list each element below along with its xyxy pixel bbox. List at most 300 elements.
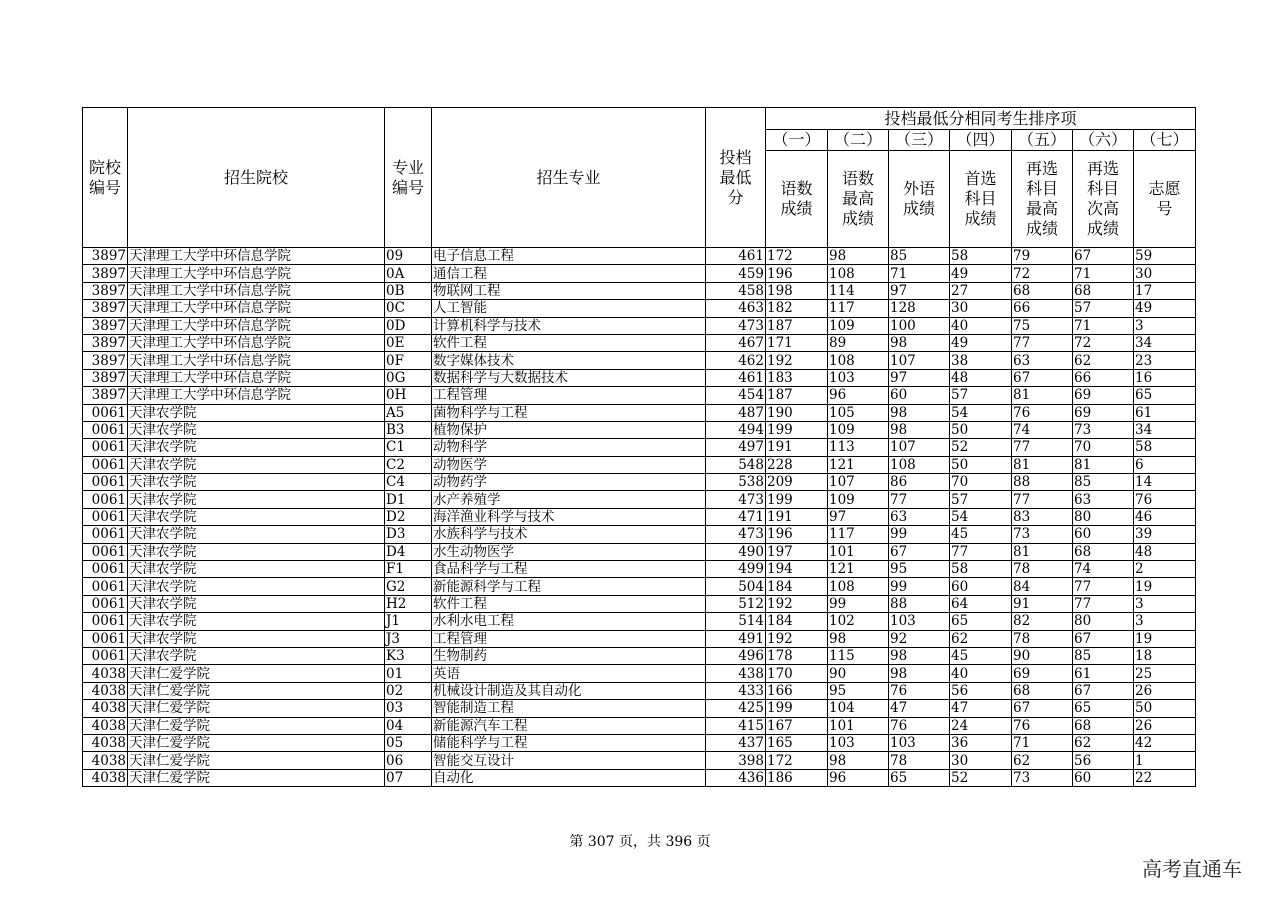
tiebreak-2-cell: 109 <box>828 491 889 508</box>
table-row <box>83 734 1196 751</box>
min-score-cell: 512 <box>706 595 766 612</box>
tiebreak-4-cell: 70 <box>950 474 1012 491</box>
header-tiebreak-order: （二） <box>828 130 889 151</box>
tiebreak-5-cell: 81 <box>1012 456 1073 473</box>
tiebreak-1-cell: 199 <box>766 700 828 717</box>
tiebreak-2-cell: 97 <box>828 508 889 525</box>
major-code-cell: 0F <box>385 352 432 369</box>
header-tiebreak-order: （七） <box>1134 130 1196 151</box>
tiebreak-5-cell: 62 <box>1012 752 1073 769</box>
tiebreak-4-cell: 48 <box>950 369 1012 386</box>
tiebreak-1-cell: 198 <box>766 282 828 299</box>
tiebreak-2-cell: 108 <box>828 265 889 282</box>
tiebreak-4-cell: 49 <box>950 334 1012 351</box>
tiebreak-6-cell: 77 <box>1073 578 1134 595</box>
major-code-cell: D1 <box>385 491 432 508</box>
tiebreak-4-cell: 45 <box>950 647 1012 664</box>
tiebreak-2-cell: 101 <box>828 543 889 560</box>
major-code-cell: C4 <box>385 474 432 491</box>
table-row <box>83 526 1196 543</box>
tiebreak-7-cell: 3 <box>1134 613 1196 630</box>
table-row <box>83 613 1196 630</box>
tiebreak-2-cell: 103 <box>828 369 889 386</box>
table-row <box>83 647 1196 664</box>
school-name-cell: 天津农学院 <box>128 543 385 560</box>
tiebreak-5-cell: 78 <box>1012 561 1073 578</box>
tiebreak-2-cell: 121 <box>828 456 889 473</box>
tiebreak-7-cell: 61 <box>1134 404 1196 421</box>
major-code-cell: 0E <box>385 334 432 351</box>
tiebreak-6-cell: 67 <box>1073 630 1134 647</box>
major-code-cell: G2 <box>385 578 432 595</box>
table-row <box>83 682 1196 699</box>
tiebreak-4-cell: 60 <box>950 578 1012 595</box>
major-name-cell: 自动化 <box>432 769 706 786</box>
major-code-cell: 04 <box>385 717 432 734</box>
school-name-cell: 天津农学院 <box>128 421 385 438</box>
tiebreak-4-cell: 49 <box>950 265 1012 282</box>
tiebreak-6-cell: 68 <box>1073 543 1134 560</box>
tiebreak-1-cell: 192 <box>766 630 828 647</box>
school-code-cell: 0061 <box>83 561 128 578</box>
table-row <box>83 630 1196 647</box>
tiebreak-3-cell: 78 <box>889 752 950 769</box>
tiebreak-4-cell: 40 <box>950 317 1012 334</box>
tiebreak-5-cell: 88 <box>1012 474 1073 491</box>
tiebreak-1-cell: 187 <box>766 387 828 404</box>
tiebreak-1-cell: 167 <box>766 717 828 734</box>
tiebreak-1-cell: 192 <box>766 352 828 369</box>
min-score-cell: 437 <box>706 734 766 751</box>
major-code-cell: C2 <box>385 456 432 473</box>
tiebreak-7-cell: 65 <box>1134 387 1196 404</box>
school-code-cell: 0061 <box>83 526 128 543</box>
school-name-cell: 天津农学院 <box>128 439 385 456</box>
tiebreak-5-cell: 81 <box>1012 543 1073 560</box>
tiebreak-2-cell: 99 <box>828 595 889 612</box>
tiebreak-6-cell: 60 <box>1073 769 1134 786</box>
major-code-cell: 0G <box>385 369 432 386</box>
tiebreak-6-cell: 85 <box>1073 474 1134 491</box>
tiebreak-2-cell: 107 <box>828 474 889 491</box>
tiebreak-4-cell: 64 <box>950 595 1012 612</box>
tiebreak-1-cell: 187 <box>766 317 828 334</box>
tiebreak-4-cell: 45 <box>950 526 1012 543</box>
major-code-cell: 09 <box>385 248 432 265</box>
tiebreak-6-cell: 68 <box>1073 717 1134 734</box>
tiebreak-3-cell: 77 <box>889 491 950 508</box>
tiebreak-4-cell: 38 <box>950 352 1012 369</box>
tiebreak-3-cell: 103 <box>889 613 950 630</box>
tiebreak-7-cell: 39 <box>1134 526 1196 543</box>
tiebreak-5-cell: 77 <box>1012 439 1073 456</box>
table-row <box>83 404 1196 421</box>
major-code-cell: J1 <box>385 613 432 630</box>
tiebreak-1-cell: 191 <box>766 439 828 456</box>
tiebreak-5-cell: 67 <box>1012 700 1073 717</box>
tiebreak-4-cell: 36 <box>950 734 1012 751</box>
school-code-cell: 4038 <box>83 752 128 769</box>
tiebreak-2-cell: 113 <box>828 439 889 456</box>
school-code-cell: 3897 <box>83 300 128 317</box>
tiebreak-2-cell: 89 <box>828 334 889 351</box>
tiebreak-3-cell: 100 <box>889 317 950 334</box>
major-name-cell: 工程管理 <box>432 387 706 404</box>
school-code-cell: 0061 <box>83 456 128 473</box>
min-score-cell: 458 <box>706 282 766 299</box>
school-code-cell: 3897 <box>83 369 128 386</box>
tiebreak-3-cell: 99 <box>889 578 950 595</box>
major-name-cell: 智能制造工程 <box>432 700 706 717</box>
school-name-cell: 天津农学院 <box>128 561 385 578</box>
tiebreak-4-cell: 58 <box>950 561 1012 578</box>
major-name-cell: 动物科学 <box>432 439 706 456</box>
tiebreak-2-cell: 104 <box>828 700 889 717</box>
tiebreak-4-cell: 52 <box>950 769 1012 786</box>
tiebreak-2-cell: 103 <box>828 734 889 751</box>
table-row <box>83 421 1196 438</box>
min-score-cell: 438 <box>706 665 766 682</box>
table-row <box>83 769 1196 786</box>
table-row <box>83 369 1196 386</box>
tiebreak-7-cell: 3 <box>1134 595 1196 612</box>
tiebreak-7-cell: 59 <box>1134 248 1196 265</box>
tiebreak-6-cell: 71 <box>1073 317 1134 334</box>
tiebreak-6-cell: 56 <box>1073 752 1134 769</box>
major-name-cell: 数字媒体技术 <box>432 352 706 369</box>
min-score-cell: 548 <box>706 456 766 473</box>
major-name-cell: 新能源汽车工程 <box>432 717 706 734</box>
tiebreak-6-cell: 85 <box>1073 647 1134 664</box>
table-row <box>83 752 1196 769</box>
tiebreak-6-cell: 57 <box>1073 300 1134 317</box>
tiebreak-1-cell: 192 <box>766 595 828 612</box>
tiebreak-7-cell: 18 <box>1134 647 1196 664</box>
min-score-cell: 459 <box>706 265 766 282</box>
header-tiebreak-item: 再选 科目 次高 成绩 <box>1073 151 1134 248</box>
tiebreak-3-cell: 98 <box>889 647 950 664</box>
tiebreak-5-cell: 73 <box>1012 769 1073 786</box>
min-score-cell: 473 <box>706 491 766 508</box>
table-row <box>83 491 1196 508</box>
tiebreak-3-cell: 95 <box>889 561 950 578</box>
tiebreak-6-cell: 62 <box>1073 352 1134 369</box>
tiebreak-3-cell: 98 <box>889 421 950 438</box>
major-name-cell: 食品科学与工程 <box>432 561 706 578</box>
major-name-cell: 机械设计制造及其自动化 <box>432 682 706 699</box>
tiebreak-5-cell: 69 <box>1012 665 1073 682</box>
tiebreak-1-cell: 184 <box>766 613 828 630</box>
school-name-cell: 天津理工大学中环信息学院 <box>128 352 385 369</box>
school-name-cell: 天津农学院 <box>128 647 385 664</box>
page-footer: 第 307 页，共 396 页 <box>569 834 711 850</box>
tiebreak-2-cell: 105 <box>828 404 889 421</box>
admission-table <box>82 107 1196 787</box>
min-score-cell: 461 <box>706 248 766 265</box>
table-row <box>83 508 1196 525</box>
tiebreak-6-cell: 73 <box>1073 421 1134 438</box>
tiebreak-4-cell: 52 <box>950 439 1012 456</box>
tiebreak-4-cell: 62 <box>950 630 1012 647</box>
tiebreak-4-cell: 27 <box>950 282 1012 299</box>
tiebreak-7-cell: 19 <box>1134 578 1196 595</box>
tiebreak-5-cell: 79 <box>1012 248 1073 265</box>
school-code-cell: 0061 <box>83 647 128 664</box>
school-name-cell: 天津仁爱学院 <box>128 682 385 699</box>
table-row <box>83 561 1196 578</box>
major-code-cell: J3 <box>385 630 432 647</box>
school-name-cell: 天津仁爱学院 <box>128 665 385 682</box>
tiebreak-3-cell: 60 <box>889 387 950 404</box>
major-name-cell: 海洋渔业科学与技术 <box>432 508 706 525</box>
tiebreak-1-cell: 172 <box>766 248 828 265</box>
tiebreak-3-cell: 98 <box>889 665 950 682</box>
tiebreak-2-cell: 114 <box>828 282 889 299</box>
tiebreak-3-cell: 85 <box>889 248 950 265</box>
tiebreak-7-cell: 6 <box>1134 456 1196 473</box>
tiebreak-2-cell: 108 <box>828 352 889 369</box>
tiebreak-7-cell: 1 <box>1134 752 1196 769</box>
tiebreak-1-cell: 166 <box>766 682 828 699</box>
tiebreak-2-cell: 109 <box>828 421 889 438</box>
tiebreak-1-cell: 178 <box>766 647 828 664</box>
header-school-name: 招生院校 <box>128 108 385 248</box>
school-name-cell: 天津理工大学中环信息学院 <box>128 248 385 265</box>
header-tiebreak-order: （一） <box>766 130 828 151</box>
major-code-cell: D3 <box>385 526 432 543</box>
tiebreak-3-cell: 65 <box>889 769 950 786</box>
tiebreak-7-cell: 23 <box>1134 352 1196 369</box>
tiebreak-4-cell: 40 <box>950 665 1012 682</box>
table-row <box>83 387 1196 404</box>
tiebreak-7-cell: 22 <box>1134 769 1196 786</box>
tiebreak-4-cell: 50 <box>950 421 1012 438</box>
table-row <box>83 248 1196 265</box>
table-row <box>83 700 1196 717</box>
tiebreak-2-cell: 101 <box>828 717 889 734</box>
major-code-cell: 0B <box>385 282 432 299</box>
tiebreak-1-cell: 228 <box>766 456 828 473</box>
tiebreak-7-cell: 26 <box>1134 717 1196 734</box>
major-name-cell: 人工智能 <box>432 300 706 317</box>
tiebreak-3-cell: 76 <box>889 717 950 734</box>
major-name-cell: 物联网工程 <box>432 282 706 299</box>
tiebreak-4-cell: 58 <box>950 248 1012 265</box>
major-name-cell: 数据科学与大数据技术 <box>432 369 706 386</box>
school-name-cell: 天津理工大学中环信息学院 <box>128 387 385 404</box>
school-name-cell: 天津农学院 <box>128 630 385 647</box>
major-name-cell: 电子信息工程 <box>432 248 706 265</box>
major-name-cell: 植物保护 <box>432 421 706 438</box>
school-name-cell: 天津理工大学中环信息学院 <box>128 369 385 386</box>
major-name-cell: 水产养殖学 <box>432 491 706 508</box>
major-name-cell: 储能科学与工程 <box>432 734 706 751</box>
table-row <box>83 352 1196 369</box>
tiebreak-7-cell: 26 <box>1134 682 1196 699</box>
major-code-cell: 0D <box>385 317 432 334</box>
tiebreak-4-cell: 65 <box>950 613 1012 630</box>
min-score-cell: 487 <box>706 404 766 421</box>
tiebreak-6-cell: 70 <box>1073 439 1134 456</box>
major-name-cell: 软件工程 <box>432 595 706 612</box>
min-score-cell: 499 <box>706 561 766 578</box>
major-code-cell: 02 <box>385 682 432 699</box>
major-code-cell: 0C <box>385 300 432 317</box>
school-code-cell: 0061 <box>83 421 128 438</box>
school-code-cell: 0061 <box>83 508 128 525</box>
major-code-cell: D4 <box>385 543 432 560</box>
school-name-cell: 天津农学院 <box>128 474 385 491</box>
tiebreak-3-cell: 63 <box>889 508 950 525</box>
header-tiebreak-group: 投档最低分相同考生排序项 <box>766 108 1196 130</box>
tiebreak-6-cell: 69 <box>1073 404 1134 421</box>
school-code-cell: 3897 <box>83 387 128 404</box>
school-code-cell: 3897 <box>83 265 128 282</box>
school-code-cell: 4038 <box>83 700 128 717</box>
tiebreak-6-cell: 77 <box>1073 595 1134 612</box>
tiebreak-2-cell: 98 <box>828 630 889 647</box>
school-name-cell: 天津农学院 <box>128 595 385 612</box>
school-name-cell: 天津仁爱学院 <box>128 700 385 717</box>
tiebreak-2-cell: 96 <box>828 387 889 404</box>
school-code-cell: 0061 <box>83 491 128 508</box>
min-score-cell: 504 <box>706 578 766 595</box>
school-code-cell: 4038 <box>83 682 128 699</box>
tiebreak-5-cell: 67 <box>1012 369 1073 386</box>
tiebreak-6-cell: 60 <box>1073 526 1134 543</box>
major-name-cell: 菌物科学与工程 <box>432 404 706 421</box>
major-code-cell: C1 <box>385 439 432 456</box>
tiebreak-7-cell: 42 <box>1134 734 1196 751</box>
school-name-cell: 天津理工大学中环信息学院 <box>128 317 385 334</box>
tiebreak-5-cell: 77 <box>1012 334 1073 351</box>
tiebreak-7-cell: 34 <box>1134 421 1196 438</box>
school-code-cell: 0061 <box>83 474 128 491</box>
tiebreak-7-cell: 49 <box>1134 300 1196 317</box>
header-tiebreak-item: 首选 科目 成绩 <box>950 151 1012 248</box>
tiebreak-3-cell: 107 <box>889 352 950 369</box>
major-name-cell: 英语 <box>432 665 706 682</box>
major-name-cell: 动物医学 <box>432 456 706 473</box>
tiebreak-1-cell: 194 <box>766 561 828 578</box>
tiebreak-1-cell: 172 <box>766 752 828 769</box>
tiebreak-1-cell: 183 <box>766 369 828 386</box>
table-row <box>83 456 1196 473</box>
major-code-cell: A5 <box>385 404 432 421</box>
tiebreak-5-cell: 73 <box>1012 526 1073 543</box>
school-name-cell: 天津农学院 <box>128 508 385 525</box>
tiebreak-4-cell: 24 <box>950 717 1012 734</box>
school-name-cell: 天津仁爱学院 <box>128 752 385 769</box>
table-row <box>83 578 1196 595</box>
table-row <box>83 595 1196 612</box>
school-name-cell: 天津理工大学中环信息学院 <box>128 334 385 351</box>
tiebreak-3-cell: 88 <box>889 595 950 612</box>
school-name-cell: 天津仁爱学院 <box>128 717 385 734</box>
tiebreak-5-cell: 84 <box>1012 578 1073 595</box>
min-score-cell: 436 <box>706 769 766 786</box>
tiebreak-5-cell: 71 <box>1012 734 1073 751</box>
tiebreak-6-cell: 72 <box>1073 334 1134 351</box>
school-code-cell: 0061 <box>83 630 128 647</box>
min-score-cell: 415 <box>706 717 766 734</box>
tiebreak-4-cell: 77 <box>950 543 1012 560</box>
tiebreak-3-cell: 98 <box>889 334 950 351</box>
tiebreak-6-cell: 65 <box>1073 700 1134 717</box>
major-name-cell: 水利水电工程 <box>432 613 706 630</box>
tiebreak-6-cell: 66 <box>1073 369 1134 386</box>
tiebreak-6-cell: 67 <box>1073 248 1134 265</box>
tiebreak-6-cell: 81 <box>1073 456 1134 473</box>
min-score-cell: 494 <box>706 421 766 438</box>
school-name-cell: 天津农学院 <box>128 526 385 543</box>
school-code-cell: 0061 <box>83 578 128 595</box>
tiebreak-3-cell: 67 <box>889 543 950 560</box>
major-code-cell: 03 <box>385 700 432 717</box>
school-name-cell: 天津理工大学中环信息学院 <box>128 300 385 317</box>
major-code-cell: 0H <box>385 387 432 404</box>
tiebreak-1-cell: 170 <box>766 665 828 682</box>
school-code-cell: 0061 <box>83 543 128 560</box>
tiebreak-5-cell: 72 <box>1012 265 1073 282</box>
min-score-cell: 398 <box>706 752 766 769</box>
tiebreak-4-cell: 57 <box>950 387 1012 404</box>
tiebreak-1-cell: 190 <box>766 404 828 421</box>
header-major-name: 招生专业 <box>432 108 706 248</box>
tiebreak-7-cell: 46 <box>1134 508 1196 525</box>
tiebreak-7-cell: 2 <box>1134 561 1196 578</box>
tiebreak-7-cell: 16 <box>1134 369 1196 386</box>
major-code-cell: 05 <box>385 734 432 751</box>
tiebreak-3-cell: 47 <box>889 700 950 717</box>
header-school-code: 院校 编号 <box>83 108 128 248</box>
tiebreak-2-cell: 115 <box>828 647 889 664</box>
tiebreak-1-cell: 184 <box>766 578 828 595</box>
tiebreak-6-cell: 62 <box>1073 734 1134 751</box>
tiebreak-5-cell: 91 <box>1012 595 1073 612</box>
school-code-cell: 3897 <box>83 334 128 351</box>
header-tiebreak-order: （四） <box>950 130 1012 151</box>
tiebreak-4-cell: 57 <box>950 491 1012 508</box>
tiebreak-2-cell: 108 <box>828 578 889 595</box>
table-row <box>83 665 1196 682</box>
table-row <box>83 282 1196 299</box>
tiebreak-5-cell: 63 <box>1012 352 1073 369</box>
table-row <box>83 317 1196 334</box>
school-name-cell: 天津农学院 <box>128 404 385 421</box>
table-row <box>83 439 1196 456</box>
header-tiebreak-item: 再选 科目 最高 成绩 <box>1012 151 1073 248</box>
tiebreak-4-cell: 56 <box>950 682 1012 699</box>
tiebreak-6-cell: 63 <box>1073 491 1134 508</box>
tiebreak-1-cell: 165 <box>766 734 828 751</box>
tiebreak-6-cell: 80 <box>1073 613 1134 630</box>
school-code-cell: 4038 <box>83 734 128 751</box>
school-name-cell: 天津农学院 <box>128 491 385 508</box>
school-name-cell: 天津仁爱学院 <box>128 769 385 786</box>
major-code-cell: H2 <box>385 595 432 612</box>
major-name-cell: 水族科学与技术 <box>432 526 706 543</box>
tiebreak-1-cell: 199 <box>766 421 828 438</box>
major-name-cell: 水生动物医学 <box>432 543 706 560</box>
min-score-cell: 473 <box>706 526 766 543</box>
tiebreak-3-cell: 76 <box>889 682 950 699</box>
school-code-cell: 3897 <box>83 282 128 299</box>
table-row <box>83 717 1196 734</box>
tiebreak-6-cell: 61 <box>1073 665 1134 682</box>
min-score-cell: 454 <box>706 387 766 404</box>
tiebreak-5-cell: 66 <box>1012 300 1073 317</box>
